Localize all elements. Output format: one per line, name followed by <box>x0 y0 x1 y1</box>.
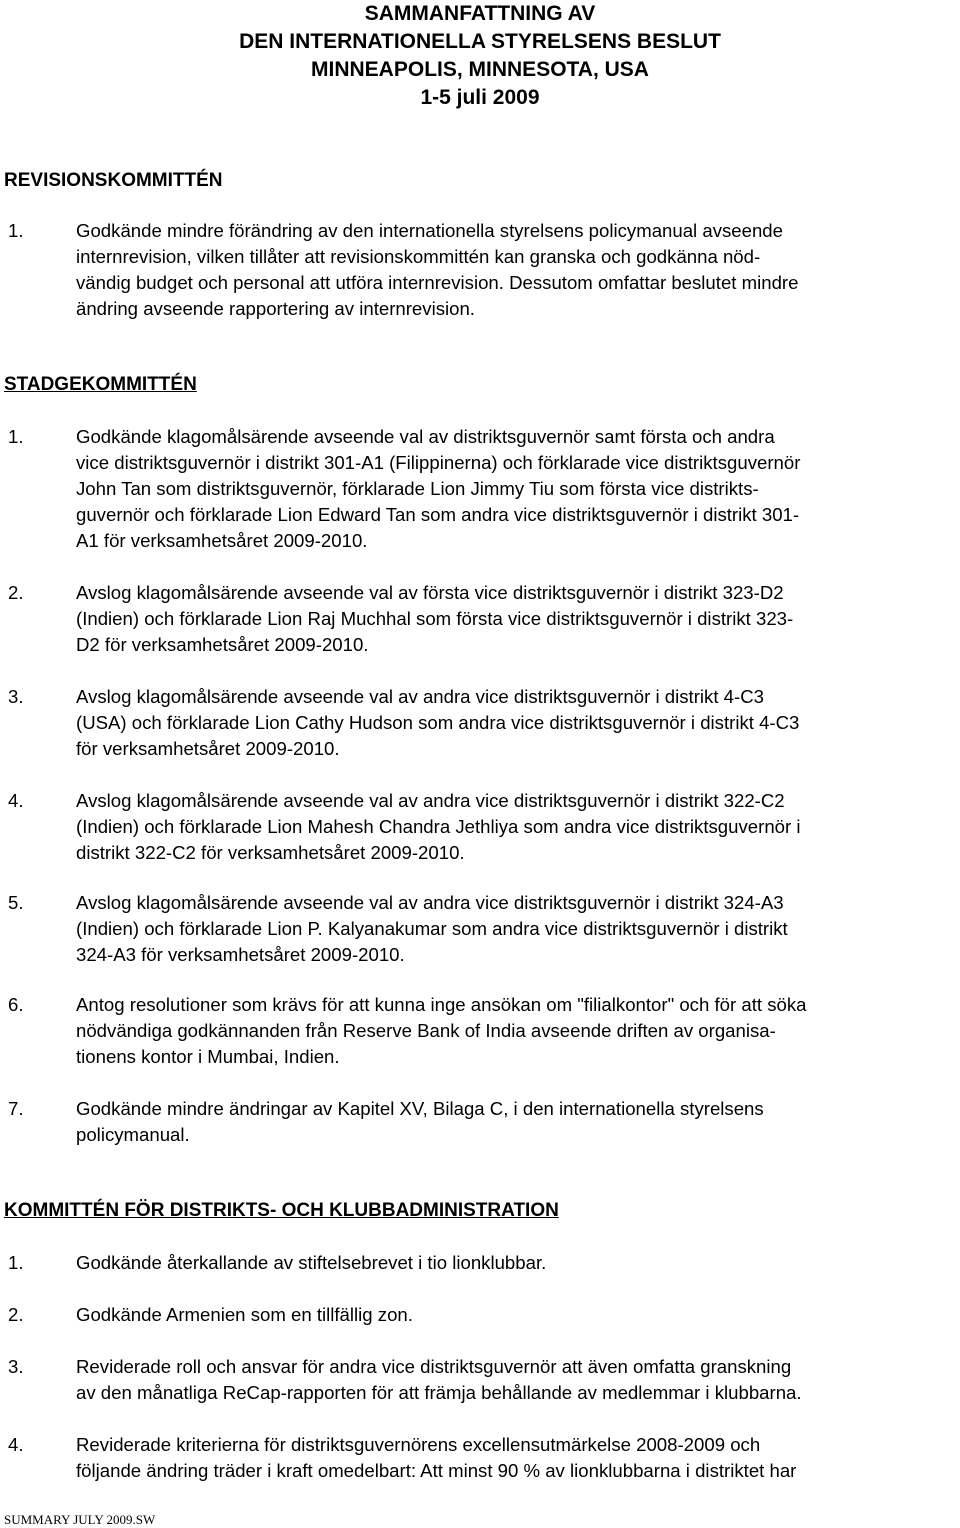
list-item <box>0 890 960 968</box>
list-item <box>0 1432 960 1484</box>
item-text-line: Avslog klagomålsärende avseende val av andra vice distriktsguvernör i distrikt 322-C2 <box>76 790 785 811</box>
item-text-line: nödvändiga godkännanden från Reserve Bank of India avseende driften av organisa- <box>76 1020 776 1041</box>
item-number: 4. <box>8 1434 24 1455</box>
item-text-line: distrikt 322-C2 för verksamhetsåret 2009-2010. <box>76 842 465 863</box>
item-number: 3. <box>8 686 24 707</box>
item-text-line: Avslog klagomålsärende avseende val av andra vice distriktsguvernör i distrikt 4-C3 <box>76 686 764 707</box>
section-heading-distrikts-och-klubbadministration: KOMMITTÉN FÖR DISTRIKTS- OCH KLUBBADMINISTRATION <box>4 1200 559 1221</box>
item-text-line: Antog resolutioner som krävs för att kunna inge ansökan om "filialkontor" och för att söka <box>76 994 807 1015</box>
list-item <box>0 684 960 762</box>
item-text-line: följande ändring träder i kraft omedelbart: Att minst 90 % av lionklubbarna i distriktet har <box>76 1460 797 1481</box>
document-title <box>0 0 960 112</box>
item-text-line: (USA) och förklarade Lion Cathy Hudson som andra vice distriktsguvernör i distrikt 4-C3 <box>76 712 800 733</box>
item-text-line: Godkände Armenien som en tillfällig zon. <box>76 1304 413 1325</box>
item-number: 2. <box>8 582 24 603</box>
item-text-line: D2 för verksamhetsåret 2009-2010. <box>76 634 369 655</box>
list-item <box>0 1096 960 1148</box>
item-text-line: Godkände mindre ändringar av Kapitel XV, Bilaga C, i den internationella styrelsens <box>76 1098 764 1119</box>
item-number: 3. <box>8 1356 24 1377</box>
item-number: 7. <box>8 1098 24 1119</box>
page-footer: SUMMARY JULY 2009.SW <box>4 1512 156 1527</box>
item-number: 6. <box>8 994 24 1015</box>
item-text-line: A1 för verksamhetsåret 2009-2010. <box>76 530 368 551</box>
item-number: 5. <box>8 892 24 913</box>
item-text-line: Reviderade kriterierna för distriktsguvernörens excellensutmärkelse 2008-2009 och <box>76 1434 761 1455</box>
item-number: 4. <box>8 790 24 811</box>
item-text-line: vändig budget och personal att utföra internrevision. Dessutom omfattar beslutet mindre <box>76 272 799 293</box>
title-line-3: MINNEAPOLIS, MINNESOTA, USA <box>311 58 649 81</box>
item-text-line: Godkände klagomålsärende avseende val av distriktsguvernör samt första och andra <box>76 426 775 447</box>
item-text-line: vice distriktsguvernör i distrikt 301-A1 (Filippinerna) och förklarade vice distriktsguvernör <box>76 452 801 473</box>
item-text-line: för verksamhetsåret 2009-2010. <box>76 738 340 759</box>
list-item <box>0 1302 960 1328</box>
section-heading-revisionskommitten: REVISIONSKOMMITTÉN <box>4 170 223 191</box>
item-text-line: guvernör och förklarade Lion Edward Tan som andra vice distriktsguvernör i distrikt 301- <box>76 504 800 525</box>
item-text-line: Godkände återkallande av stiftelsebrevet i tio lionklubbar. <box>76 1252 547 1273</box>
list-item <box>0 218 960 322</box>
list-item <box>0 580 960 658</box>
list-item <box>0 1250 960 1276</box>
item-number: 1. <box>8 426 24 447</box>
list-item <box>0 788 960 866</box>
item-text-line: internrevision, vilken tillåter att revisionskommittén kan granska och godkänna nöd- <box>76 246 761 267</box>
item-text-line: Godkände mindre förändring av den internationella styrelsens policymanual avseende <box>76 220 783 241</box>
item-text-line: Avslog klagomålsärende avseende val av första vice distriktsguvernör i distrikt 323-D2 <box>76 582 784 603</box>
item-number: 1. <box>8 220 24 241</box>
list-item <box>0 992 960 1070</box>
item-text-line: John Tan som distriktsguvernör, förklarade Lion Jimmy Tiu som första vice distrikts- <box>76 478 759 499</box>
item-text-line: (Indien) och förklarade Lion Mahesh Chandra Jethliya som andra vice distriktsguvernör i <box>76 816 801 837</box>
title-line-1: SAMMANFATTNING AV <box>364 2 596 25</box>
item-number: 2. <box>8 1304 24 1325</box>
item-text-line: ändring avseende rapportering av internrevision. <box>76 298 475 319</box>
list-item <box>0 1354 960 1406</box>
item-text-line: tionens kontor i Mumbai, Indien. <box>76 1046 340 1067</box>
item-text-line: Avslog klagomålsärende avseende val av andra vice distriktsguvernör i distrikt 324-A3 <box>76 892 784 913</box>
section-heading-stadgekommitten: STADGEKOMMITTÉN <box>4 374 197 395</box>
item-text-line: av den månatliga ReCap-rapporten för att främja behållande av medlemmar i klubbarna. <box>76 1382 802 1403</box>
item-text-line: (Indien) och förklarade Lion P. Kalyanakumar som andra vice distriktsguvernör i distrikt <box>76 918 788 939</box>
title-line-2: DEN INTERNATIONELLA STYRELSENS BESLUT <box>239 30 721 53</box>
title-line-4: 1-5 juli 2009 <box>420 86 540 109</box>
item-text-line: (Indien) och förklarade Lion Raj Muchhal som första vice distriktsguvernör i distrikt 323- <box>76 608 794 629</box>
item-number: 1. <box>8 1252 24 1273</box>
item-text-line: policymanual. <box>76 1124 190 1145</box>
item-text-line: 324-A3 för verksamhetsåret 2009-2010. <box>76 944 405 965</box>
list-item <box>0 424 960 554</box>
item-text-line: Reviderade roll och ansvar för andra vice distriktsguvernör att även omfatta granskning <box>76 1356 792 1377</box>
